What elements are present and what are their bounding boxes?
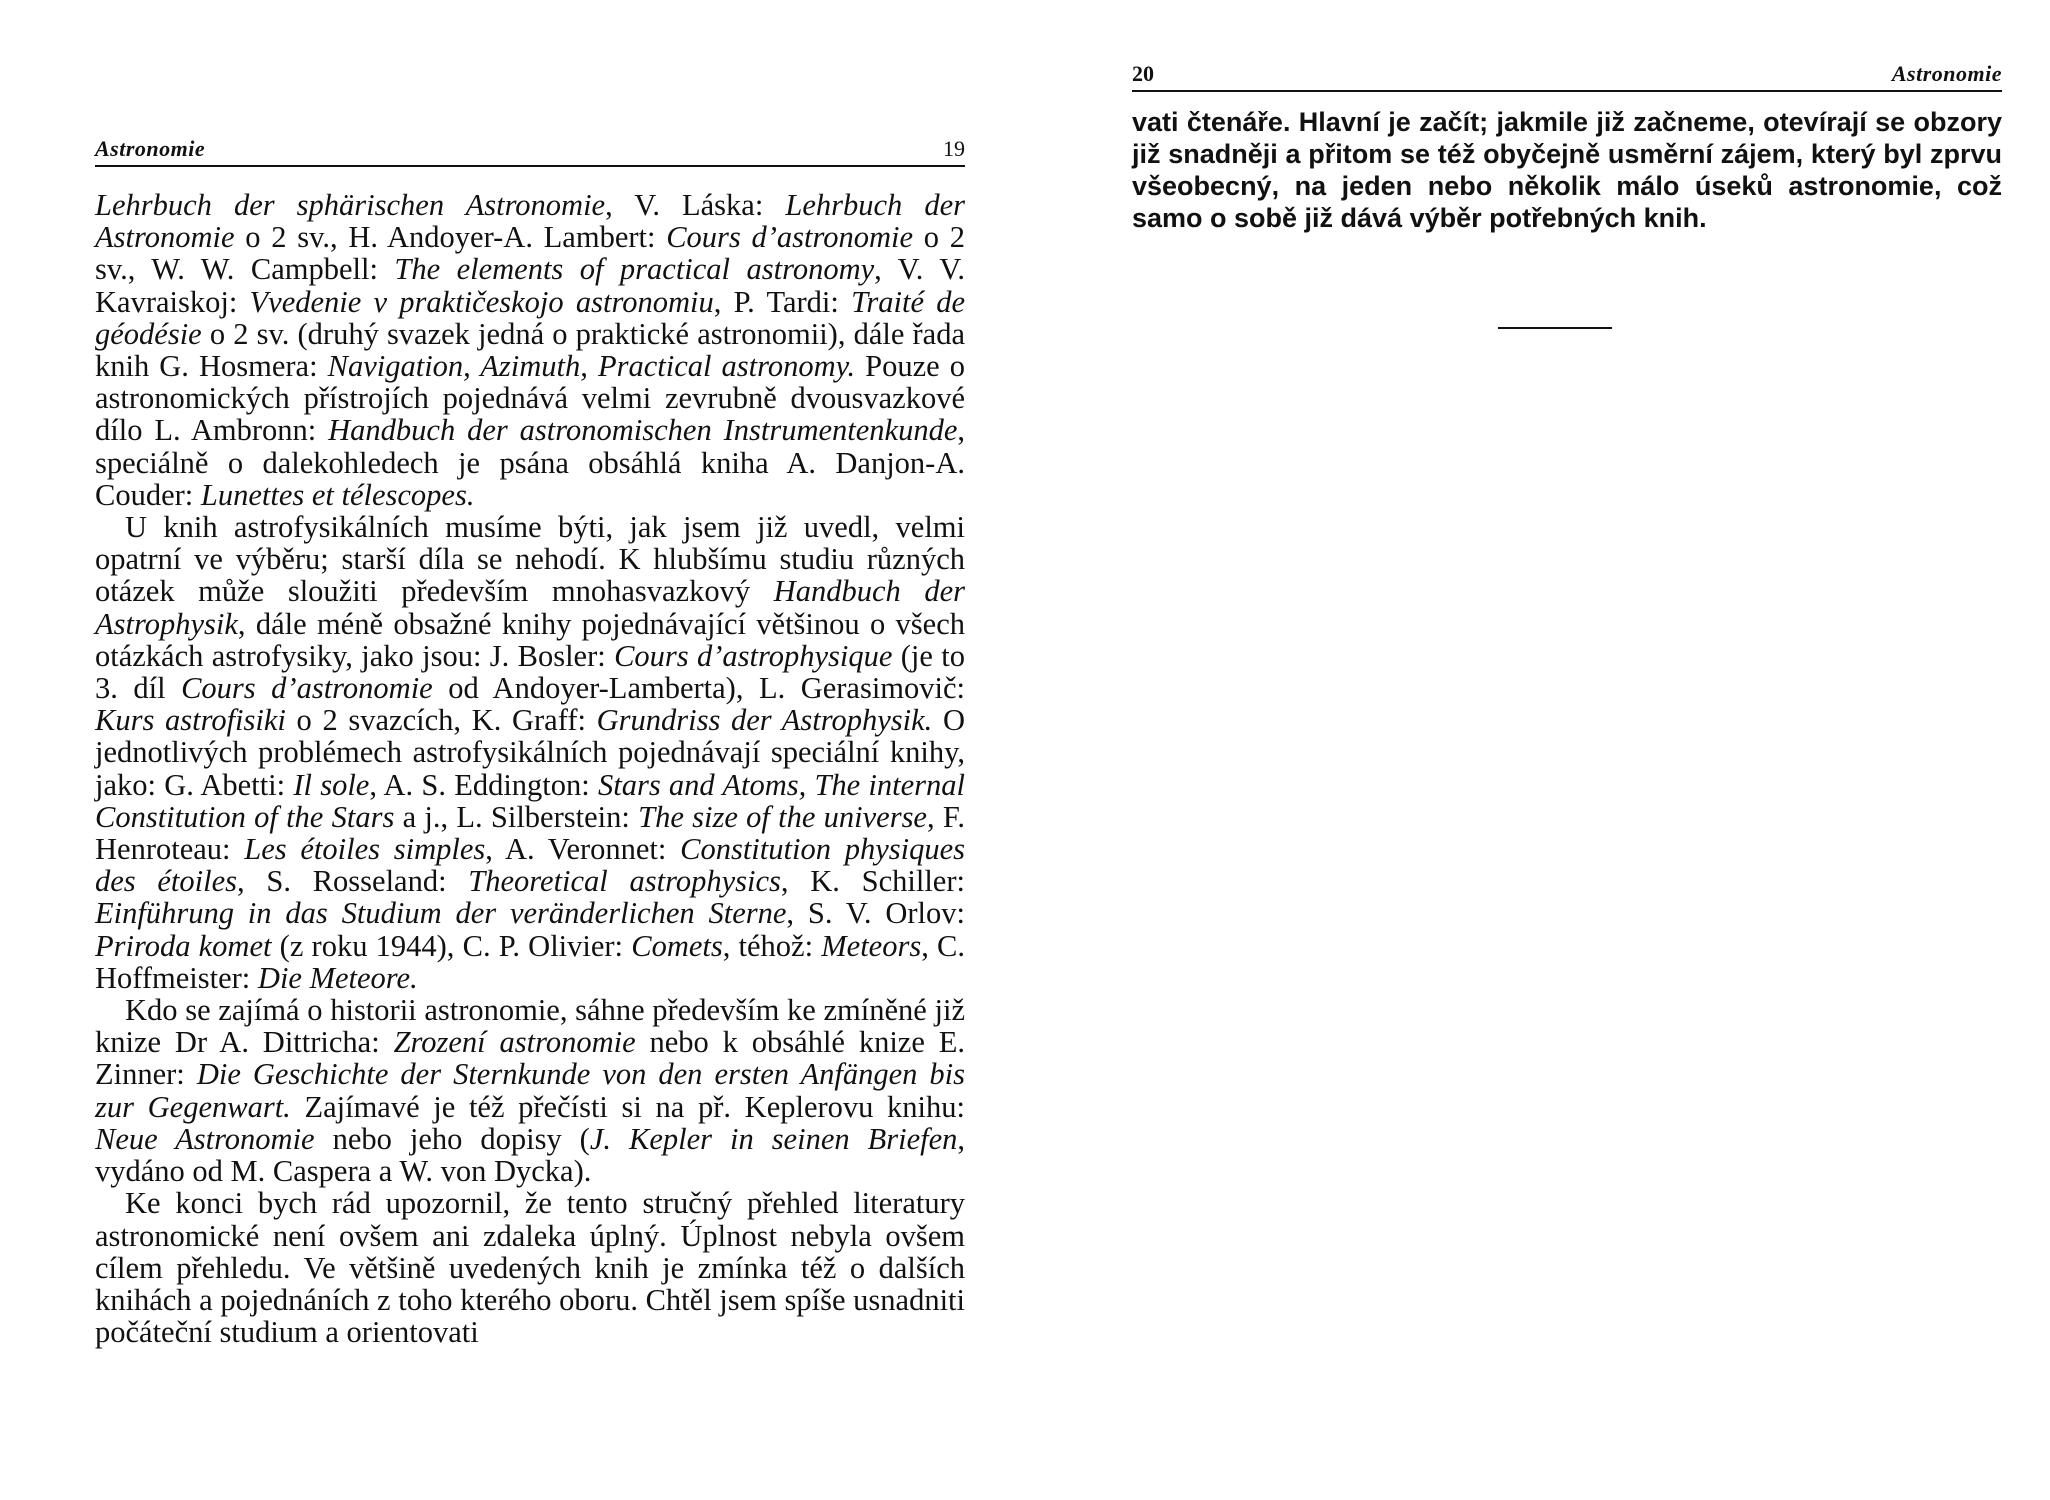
- paragraph: [95, 1187, 965, 1348]
- text-run: , C. Hoffmeister:: [95, 928, 965, 995]
- book-title: Stars and Atoms, The internal Constitution of the Stars: [95, 767, 966, 834]
- text-run: , S. V. Orlov:: [786, 896, 965, 931]
- text-run: Zajímavé je též přečísti si na př. Keplerovu knihu:: [290, 1089, 966, 1124]
- text-run: O jednotlivých problémech astrofysikálních pojednávají speciální knihy, jako: G. Abetti:: [95, 703, 966, 802]
- book-title: Lehrbuch der sphärischen Astronomie: [95, 188, 606, 222]
- text-run: o 2 sv., H. Andoyer-A. Lambert:: [234, 220, 667, 255]
- book-title: Handbuch der astronomischen Instrumentenkunde: [328, 413, 958, 448]
- text-run: a j., L. Silberstein:: [394, 799, 639, 834]
- text-run: , F. Henroteau:: [95, 799, 966, 867]
- text-run: , A. S. Eddington:: [369, 767, 598, 802]
- book-title: Vvedenie v praktičeskojo astronomiu: [249, 284, 714, 319]
- text-run: o 2 sv., W. W. Campbell:: [95, 220, 966, 287]
- right-body-text: [1132, 106, 2002, 234]
- text-run: , téhož:: [722, 928, 822, 963]
- text-run: , vydáno od M. Caspera a W. von Dycka).: [95, 1121, 965, 1189]
- left-page: [95, 132, 965, 1348]
- book-title: Navigation, Azimuth, Practical astronomy.: [327, 349, 856, 384]
- paragraph: [95, 189, 965, 511]
- right-page: [1132, 57, 2002, 234]
- text-run: , K. Schiller:: [780, 864, 965, 899]
- text-run: , S. Rosseland:: [237, 864, 469, 899]
- book-title: Comets: [631, 928, 723, 963]
- book-title: Cours d’astronomie: [181, 671, 433, 706]
- book-title: Zrození astronomie: [393, 1025, 636, 1060]
- paragraph: [95, 994, 965, 1187]
- paragraph: [1132, 106, 2002, 234]
- text-run: Kdo se zajímá o historii astronomie, sáhne především ke zmíněné již knize Dr A. Dittricha:: [95, 993, 965, 1060]
- book-title: Die Geschichte der Sternkunde von den ersten Anfängen bis zur Gegenwart.: [95, 1057, 965, 1124]
- book-title: Grundriss der Astrophysik.: [596, 703, 933, 738]
- book-title: Cours d’astrophysique: [614, 638, 893, 673]
- text-run: , A. Veronnet:: [485, 832, 681, 867]
- book-title: Priroda komet: [95, 928, 272, 963]
- book-title: Les étoiles simples: [244, 832, 486, 867]
- book-title: Lehrbuch der Astronomie: [95, 188, 965, 255]
- text-run: nebo jeho dopisy (: [314, 1121, 590, 1156]
- text-run: U knih astrofysikálních musíme býti, jak jsem již uvedl, velmi opatrní ve výběru; starší díla se nehodí. K hlubšímu studiu různých otázek může sloužiti především mnohasvazkový: [95, 510, 965, 609]
- text-run: , dále méně obsažné knihy pojednávající většinou o všech otázkách astrofysiky, jako jsou: J. Bosler:: [95, 606, 965, 673]
- text-run: , V. V. Kavraiskoj:: [95, 252, 966, 319]
- left-body-text: [95, 189, 965, 1348]
- text-run: o 2 svazcích, K. Graff:: [285, 703, 597, 738]
- end-divider: [1498, 327, 1612, 329]
- text-run: nebo k obsáhlé knize E. Zinner:: [95, 1025, 966, 1092]
- text-run: (z roku 1944), C. P. Olivier:: [271, 928, 632, 963]
- text-run: vati čtenáře. Hlavní je začít; jakmile již začneme, otevírají se obzory již snadněji a přitom se též obyčejně usměrní zájem, který byl zprvu všeobecný, na jeden nebo několik málo úseků astronomie, což samo o sobě již dává výběr potřebných knih.: [1132, 107, 2002, 233]
- book-title: Theoretical astrophysics: [468, 864, 781, 899]
- right-running-title: Astronomie: [1891, 61, 2002, 86]
- book-title: The size of the universe: [638, 799, 927, 834]
- book-title: Die Meteore.: [257, 960, 418, 995]
- paragraph: [95, 511, 965, 994]
- left-running-head: [95, 132, 965, 167]
- book-title: J. Kepler in seinen Briefen: [589, 1121, 958, 1156]
- left-page-number: 19: [943, 136, 965, 161]
- text-run: (je to 3. díl: [95, 638, 965, 706]
- text-run: , speciálně o dalekohledech je psána obsáhlá kniha A. Danjon-A. Couder:: [95, 413, 966, 512]
- book-title: Cours d’astronomie: [666, 220, 914, 255]
- text-run: Ke konci bych rád upozornil, že tento stručný přehled literatury astronomické není ovšem ani zdaleka úplný. Úplnost nebyla ovšem cílem přehledu. Ve většině uvedených knih je zmínka též o dalších knihách a pojednáních z toho kterého oboru. Chtěl jsem spíše usnadniti počáteční studium a orientovati: [95, 1186, 965, 1350]
- book-title: Meteors: [821, 928, 922, 963]
- book-title: Traité de géodésie: [95, 284, 966, 351]
- book-title: Einführung in das Studium der veränderlichen Sterne: [95, 896, 787, 931]
- book-title: Kurs astrofisiki: [95, 703, 286, 738]
- book-title: Neue Astronomie: [95, 1121, 315, 1156]
- book-title: Handbuch der Astrophysik: [95, 574, 965, 641]
- book-title: Lunettes et télescopes.: [200, 477, 475, 512]
- text-run: o 2 sv. (druhý svazek jedná o praktické astronomii), dále řada knih G. Hosmera:: [95, 316, 965, 384]
- book-title: The elements of practical astronomy: [394, 252, 875, 287]
- right-page-number: 20: [1132, 61, 1154, 86]
- text-run: , P. Tardi:: [713, 284, 852, 319]
- left-running-title: Astronomie: [95, 136, 206, 161]
- text-run: od Andoyer-Lamberta), L. Gerasimovič:: [432, 671, 966, 706]
- book-title: Il sole: [293, 767, 370, 802]
- book-title: Constitution physiques des étoiles: [95, 832, 965, 899]
- right-running-head: [1132, 57, 2002, 92]
- text-run: , V. Láska:: [605, 188, 786, 222]
- text-run: Pouze o astronomických přístrojích pojednává velmi zevrubně dvousvazkové dílo L. Ambronn:: [95, 349, 966, 448]
